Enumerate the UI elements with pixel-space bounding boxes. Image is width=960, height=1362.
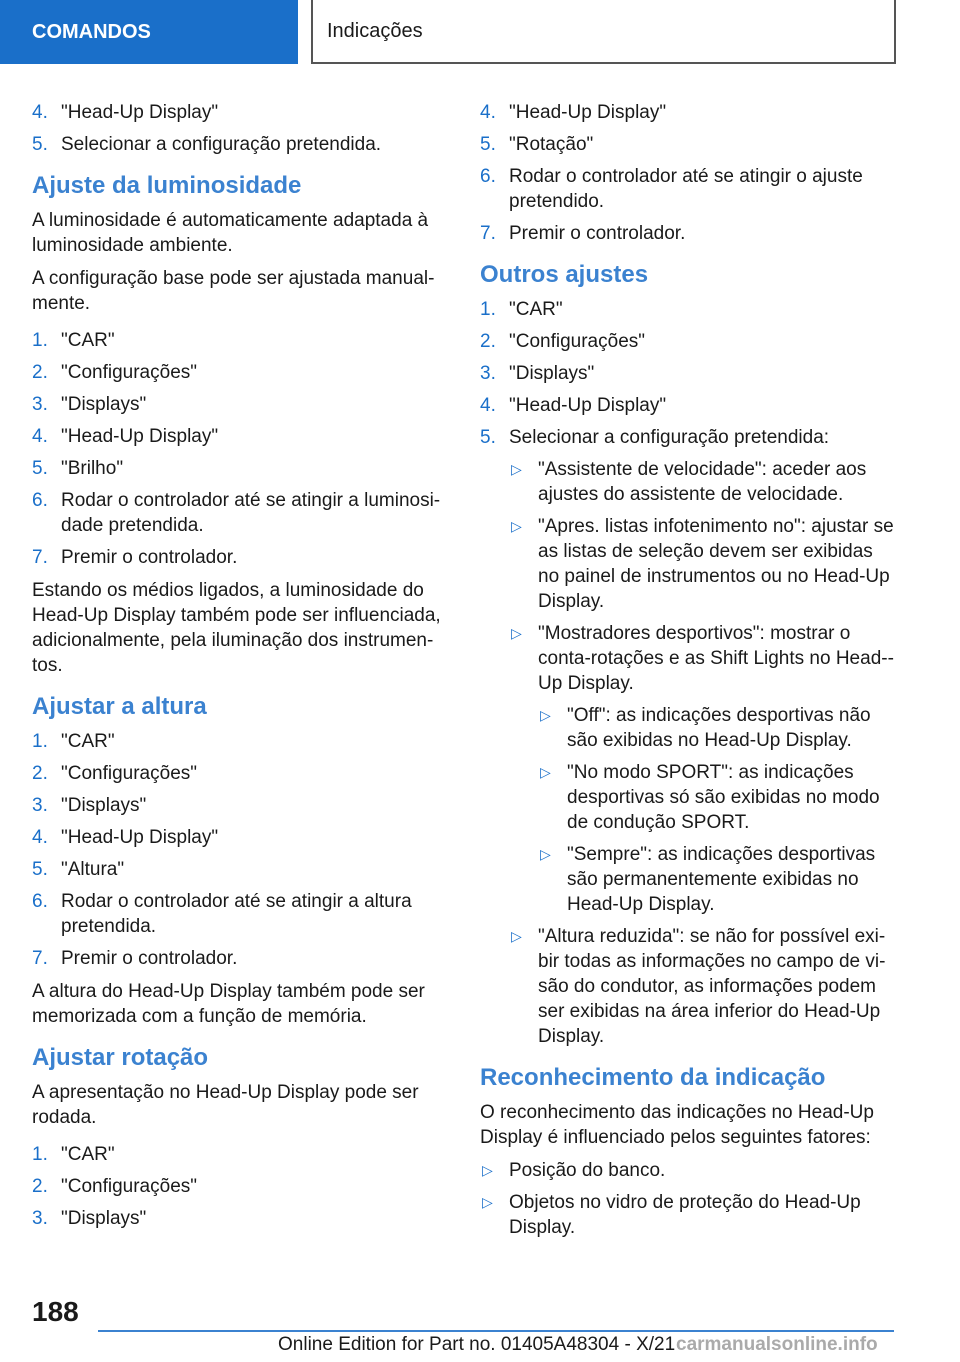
list-number: 4. <box>480 395 496 416</box>
topic-header <box>311 0 896 64</box>
list-number: 1. <box>32 330 48 351</box>
section-heading: Ajustar a altura <box>32 693 207 720</box>
list-item <box>480 425 898 450</box>
list-number: 7. <box>480 223 496 244</box>
item-text: "Sempre": as indicações desportivas são permanentemente exibidas no Head-Up Display. <box>567 844 876 915</box>
item-text: "CAR" <box>61 330 115 351</box>
section-heading: Reconhecimento da indicação <box>480 1064 826 1091</box>
bullet-triangle-icon: ▷ <box>511 461 522 477</box>
list-item <box>480 221 898 246</box>
paragraph: A apresentação no Head-Up Display pode ser rodada. <box>32 1082 419 1128</box>
item-text: Premir o controlador. <box>509 223 686 244</box>
item-text: "Head-Up Display" <box>509 395 667 416</box>
list-item <box>32 1142 444 1167</box>
paragraph: A luminosidade é automaticamente adaptada à luminosidade ambiente. <box>32 210 429 256</box>
list-item <box>480 361 898 386</box>
item-text: "Altura" <box>61 859 125 880</box>
item-text: "Head-Up Display" <box>61 102 219 123</box>
bullet-item <box>509 457 898 507</box>
bullet-item <box>480 1158 898 1183</box>
list-item <box>32 946 444 971</box>
list-item <box>32 825 444 850</box>
bullet-triangle-icon: ▷ <box>511 625 522 641</box>
item-text: "Configurações" <box>61 1176 198 1197</box>
item-text: "Head-Up Display" <box>509 102 667 123</box>
list-item <box>480 297 898 322</box>
item-text: Premir o controlador. <box>61 948 238 969</box>
list-number: 1. <box>480 299 496 320</box>
item-text: Selecionar a configuração pretendida. <box>61 134 382 155</box>
list-item <box>32 488 444 538</box>
bullet-triangle-icon: ▷ <box>540 846 551 862</box>
list-number: 2. <box>32 362 48 383</box>
list-item <box>32 761 444 786</box>
list-number: 5. <box>480 134 496 155</box>
list-number: 6. <box>480 166 496 187</box>
list-item <box>480 164 898 214</box>
list-item <box>32 424 444 449</box>
item-text: "CAR" <box>61 731 115 752</box>
list-item <box>32 545 444 570</box>
item-text: "Displays" <box>61 795 147 816</box>
list-number: 7. <box>32 948 48 969</box>
item-text: Rodar o controlador até se atingir a luminosi-dade pretendida. <box>61 490 441 536</box>
list-item <box>32 1174 444 1199</box>
section-tab[interactable] <box>0 0 298 64</box>
list-number: 4. <box>32 102 48 123</box>
list-number: 3. <box>32 795 48 816</box>
item-text: "Altura reduzida": se não for possível exi-bir todas as informações no campo de vi-são do condutor, as informações podem ser exibidas na área inferior do Head-Up Display. <box>538 926 886 1047</box>
item-text: "CAR" <box>61 1144 115 1165</box>
list-item <box>32 360 444 385</box>
item-text: "Configurações" <box>509 331 646 352</box>
item-text: "Displays" <box>509 363 595 384</box>
list-item <box>32 889 444 939</box>
bullet-item <box>509 621 898 696</box>
item-text: "Head-Up Display" <box>61 426 219 447</box>
list-item <box>32 729 444 754</box>
list-number: 6. <box>32 490 48 511</box>
item-text: "CAR" <box>509 299 563 320</box>
item-text: "No modo SPORT": as indicações desportivas só são exibidas no modo de condução SPORT. <box>567 762 880 833</box>
list-number: 2. <box>32 763 48 784</box>
list-number: 6. <box>32 891 48 912</box>
list-number: 5. <box>32 134 48 155</box>
list-item <box>32 1206 444 1231</box>
bullet-triangle-icon: ▷ <box>511 928 522 944</box>
watermark: carmanualsonline.info <box>676 1334 878 1355</box>
list-number: 5. <box>32 859 48 880</box>
list-item <box>32 328 444 353</box>
list-number: 1. <box>32 731 48 752</box>
list-item <box>480 393 898 418</box>
list-number: 5. <box>480 427 496 448</box>
item-text: Premir o controlador. <box>61 547 238 568</box>
paragraph: Estando os médios ligados, a luminosidade do Head-Up Display também pode ser influenciada, adicionalmente, pela iluminação dos instrumen-tos. <box>32 580 441 676</box>
list-item <box>32 793 444 818</box>
bullet-triangle-icon: ▷ <box>511 518 522 534</box>
item-text: "Apres. listas infotenimento no": ajustar se as listas de seleção devem ser exibidas no painel de instrumentos ou no Head-Up Display. <box>538 516 894 612</box>
item-text: "Brilho" <box>61 458 124 479</box>
bullet-triangle-icon: ▷ <box>540 764 551 780</box>
section-heading: Outros ajustes <box>480 261 649 288</box>
item-text: Posição do banco. <box>509 1160 666 1181</box>
list-number: 4. <box>480 102 496 123</box>
left-column <box>32 100 444 1231</box>
item-text: "Rotação" <box>509 134 594 155</box>
topic-title: Indicações <box>327 19 423 42</box>
list-number: 3. <box>32 394 48 415</box>
list-item <box>32 132 444 157</box>
list-item <box>480 100 898 125</box>
item-text: Selecionar a configuração pretendida: <box>509 427 830 448</box>
list-number: 2. <box>480 331 496 352</box>
list-number: 7. <box>32 547 48 568</box>
item-text: "Displays" <box>61 1208 147 1229</box>
section-heading: Ajustar rotação <box>32 1044 209 1071</box>
item-text: "Configurações" <box>61 763 198 784</box>
list-number: 2. <box>32 1176 48 1197</box>
section-title: COMANDOS <box>32 20 151 43</box>
item-text: "Assistente de velocidade": aceder aos ajustes do assistente de velocidade. <box>538 459 867 505</box>
item-text: "Configurações" <box>61 362 198 383</box>
list-item <box>32 100 444 125</box>
list-number: 4. <box>32 426 48 447</box>
list-item <box>32 857 444 882</box>
paragraph: O reconhecimento das indicações no Head-Up Display é influenciado pelos seguintes fatores: <box>480 1102 874 1148</box>
footer-divider <box>98 1330 894 1332</box>
list-number: 1. <box>32 1144 48 1165</box>
item-text: "Off": as indicações desportivas não são exibidas no Head-Up Display. <box>567 705 871 751</box>
item-text: "Displays" <box>61 394 147 415</box>
sub-bullet-item <box>538 703 898 753</box>
bullet-triangle-icon: ▷ <box>482 1162 493 1178</box>
bullet-item <box>480 1190 898 1240</box>
page-number: 188 <box>32 1296 79 1327</box>
section-heading: Ajuste da luminosidade <box>32 172 302 199</box>
list-item <box>32 456 444 481</box>
edition-text: Online Edition for Part no. 01405A48304 - X/21 <box>278 1334 676 1355</box>
paragraph: A configuração base pode ser ajustada manual-mente. <box>32 268 435 314</box>
item-text: "Head-Up Display" <box>61 827 219 848</box>
list-item <box>480 132 898 157</box>
item-text: Objetos no vidro de proteção do Head-Up Display. <box>509 1192 861 1238</box>
item-text: "Mostradores desportivos": mostrar o conta-rotações e as Shift Lights no Head--Up Display. <box>538 623 894 694</box>
list-number: 5. <box>32 458 48 479</box>
list-number: 3. <box>480 363 496 384</box>
bullet-item <box>509 514 898 614</box>
list-number: 3. <box>32 1208 48 1229</box>
paragraph: A altura do Head-Up Display também pode ser memorizada com a função de memória. <box>32 981 425 1027</box>
item-text: Rodar o controlador até se atingir a altura pretendida. <box>61 891 412 937</box>
bullet-triangle-icon: ▷ <box>482 1194 493 1210</box>
bullet-triangle-icon: ▷ <box>540 707 551 723</box>
sub-bullet-item <box>538 842 898 917</box>
bullet-item <box>509 924 898 1049</box>
item-text: Rodar o controlador até se atingir o ajuste pretendido. <box>509 166 863 212</box>
list-item <box>32 392 444 417</box>
sub-bullet-item <box>538 760 898 835</box>
list-item <box>480 329 898 354</box>
list-number: 4. <box>32 827 48 848</box>
right-column <box>480 100 898 1240</box>
